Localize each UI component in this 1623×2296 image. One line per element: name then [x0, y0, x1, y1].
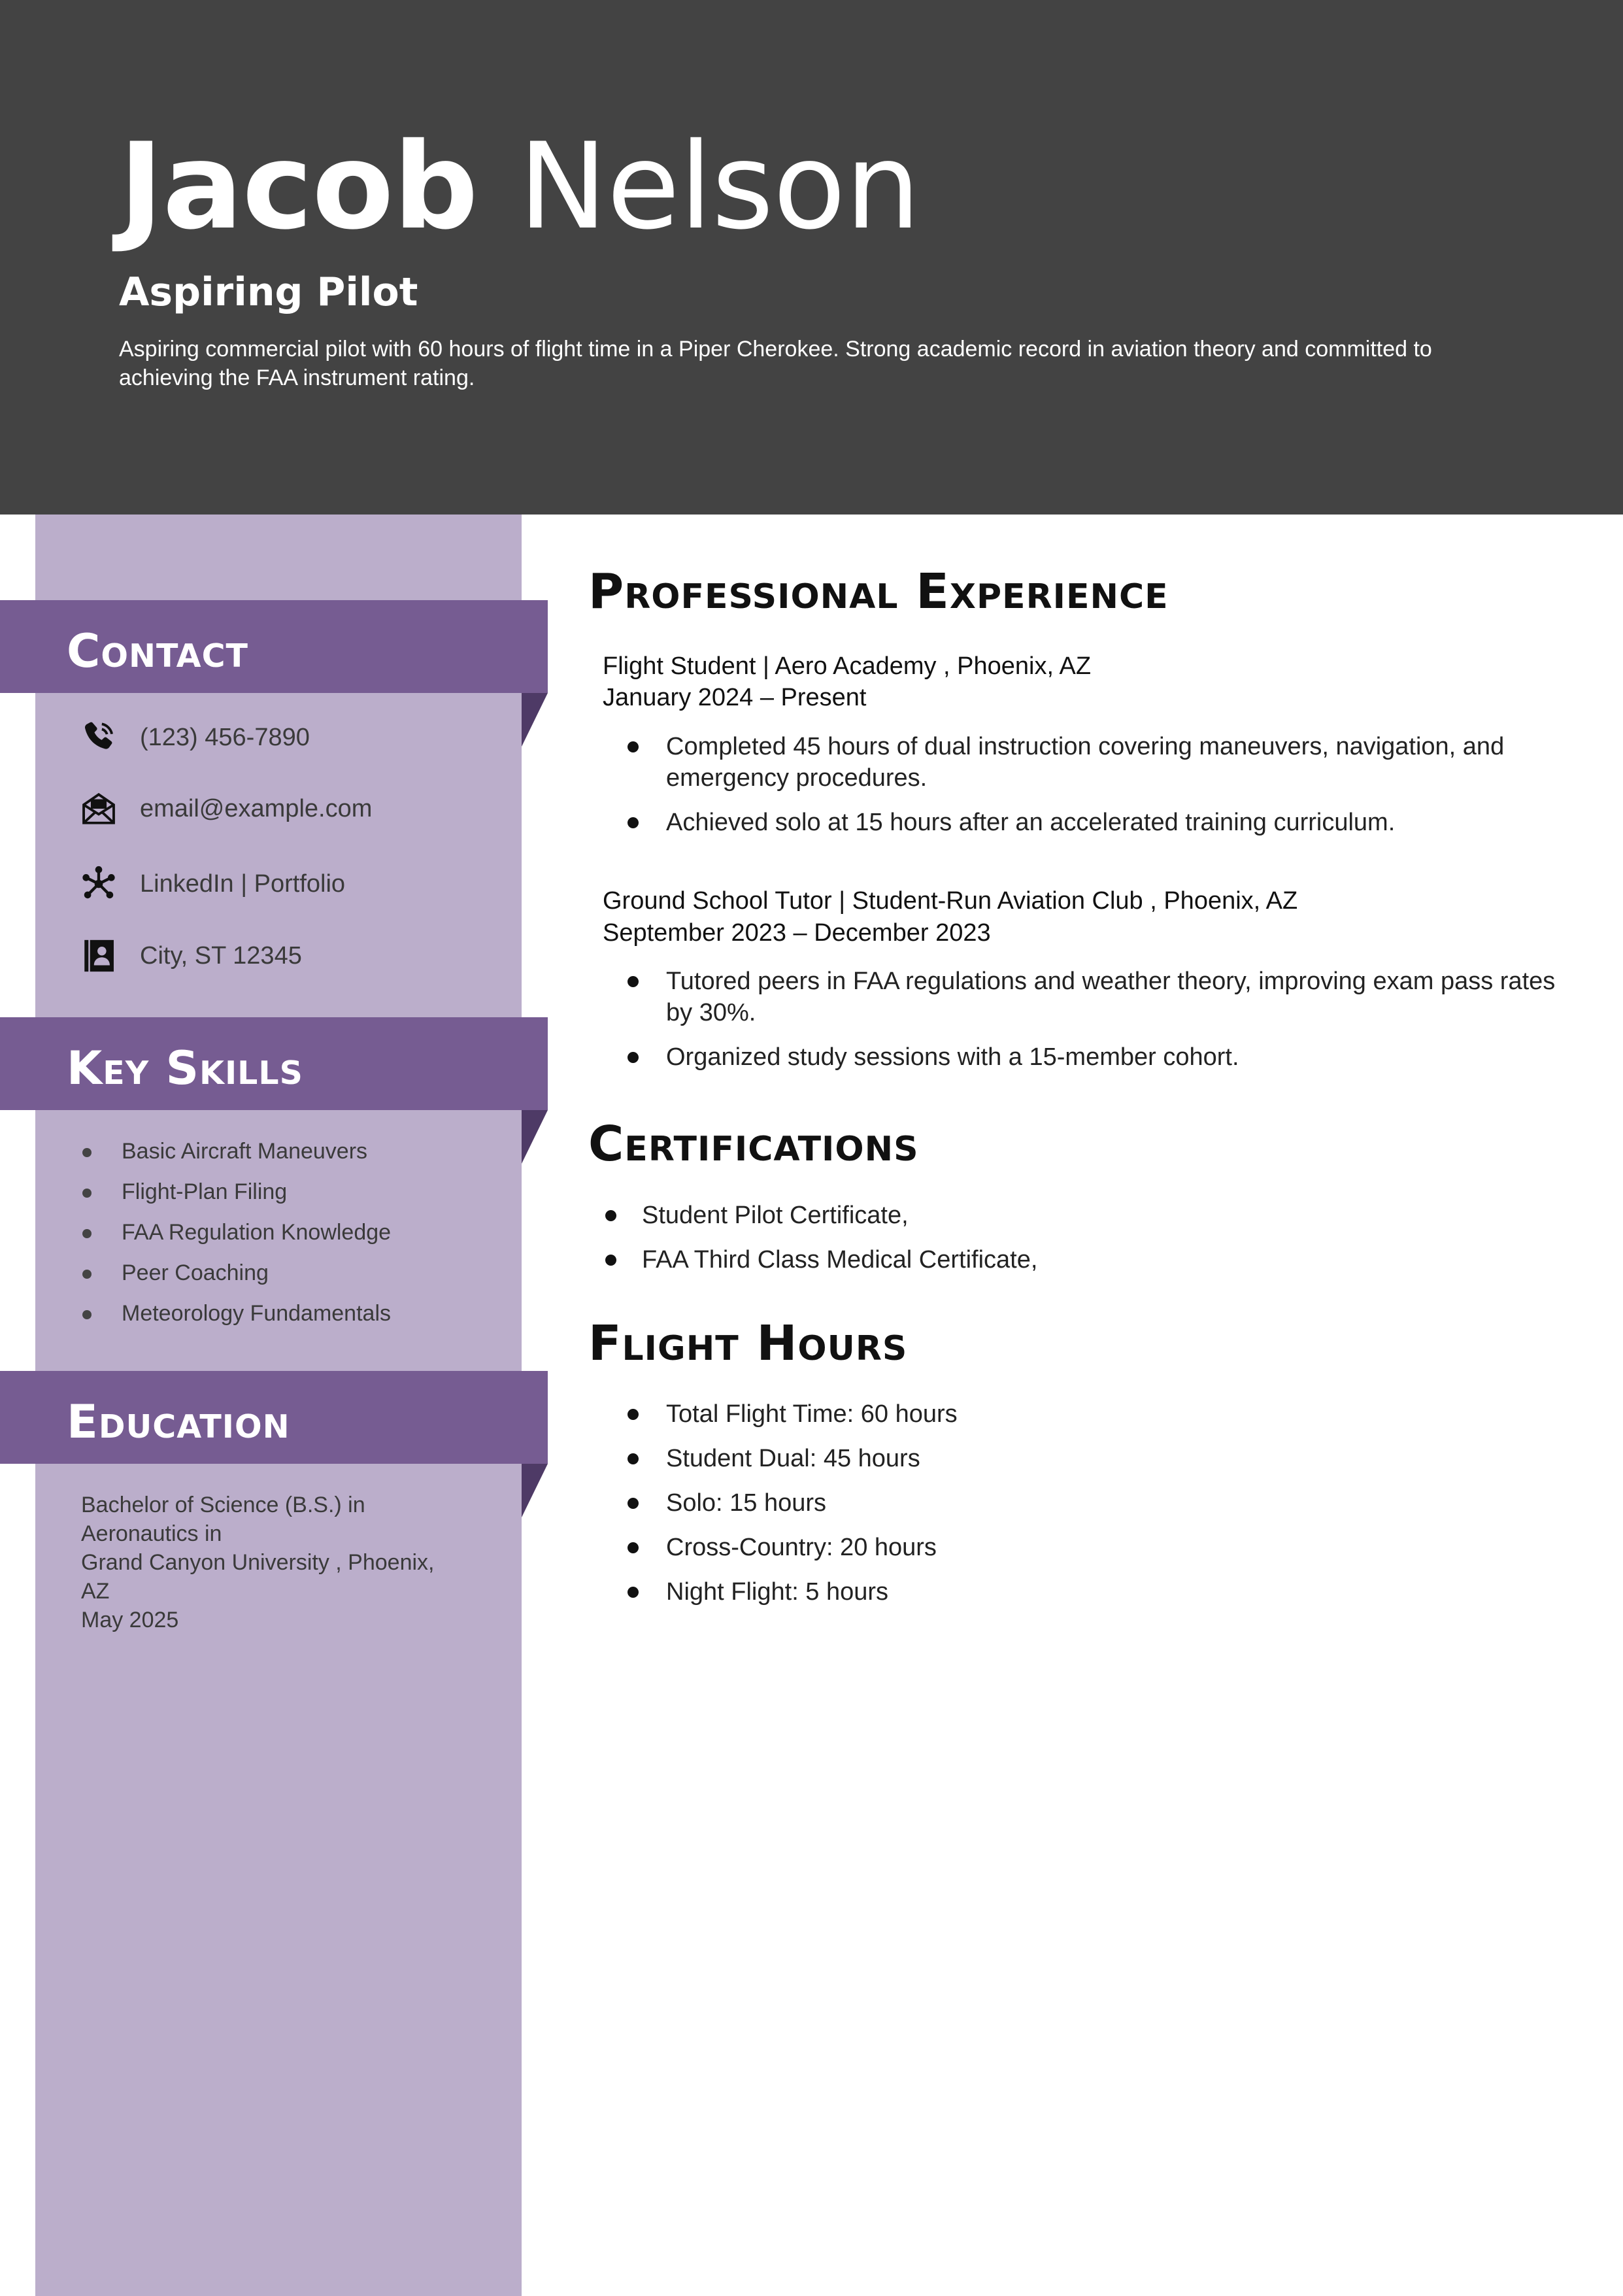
state-line: AZ — [81, 1579, 110, 1604]
list-item: Night Flight: 5 hours — [603, 1576, 1583, 1608]
flight-hours-list — [603, 1398, 1583, 1621]
skills-section-header — [0, 1017, 548, 1110]
list-item: Student Dual: 45 hours — [603, 1443, 1583, 1474]
list-item: FAA Regulation Knowledge — [80, 1212, 391, 1253]
certifications-list — [603, 1200, 1583, 1289]
address-book-icon — [78, 936, 119, 976]
job-title: Aspiring Pilot — [119, 269, 418, 315]
job-dates: September 2023 – December 2023 — [603, 919, 991, 947]
list-item: Completed 45 hours of dual instruction covering maneuvers, navigation, and emergency procedures. — [603, 731, 1583, 794]
list-item: Total Flight Time: 60 hours — [603, 1398, 1583, 1430]
education-section-header — [0, 1371, 548, 1464]
degree-line: Bachelor of Science (B.S.) in — [81, 1493, 365, 1517]
job-dates: January 2024 – Present — [603, 684, 867, 711]
first-name: Jacob — [119, 117, 478, 256]
list-item: Tutored peers in FAA regulations and weather theory, improving exam pass rates by 30%. — [603, 966, 1583, 1028]
list-item: Flight-Plan Filing — [80, 1172, 391, 1212]
list-item: Organized study sessions with a 15-member cohort. — [603, 1041, 1583, 1073]
address-text: City, ST 12345 — [140, 941, 302, 970]
education-details — [81, 1491, 486, 1634]
job-title-line: Flight Student | Aero Academy , Phoenix, AZ — [603, 652, 1092, 680]
list-item: Achieved solo at 15 hours after an accelerated training curriculum. — [603, 807, 1583, 838]
list-item: Cross-Country: 20 hours — [603, 1532, 1583, 1563]
summary-text: Aspiring commercial pilot with 60 hours of flight time in a Piper Cherokee. Strong academic record in aviation theory and committed to achieving the FAA instrument rating. — [119, 337, 1432, 390]
major-line: Aeronautics in — [81, 1521, 222, 1546]
skills-list — [80, 1131, 391, 1334]
contact-address[interactable] — [78, 933, 302, 979]
job-title-line: Ground School Tutor | Student-Run Aviation Club , Phoenix, AZ — [603, 887, 1298, 915]
list-item: Basic Aircraft Maneuvers — [80, 1131, 391, 1172]
list-item: Solo: 15 hours — [603, 1487, 1583, 1519]
school-line: Grand Canyon University , Phoenix, — [81, 1550, 435, 1575]
list-item: FAA Third Class Medical Certificate, — [603, 1244, 1583, 1275]
last-name: Nelson — [518, 117, 920, 256]
list-item: Student Pilot Certificate, — [603, 1200, 1583, 1231]
fold-decoration — [522, 693, 548, 747]
fold-decoration — [522, 1464, 548, 1517]
fold-decoration — [522, 1110, 548, 1164]
contact-email[interactable] — [78, 786, 372, 832]
links-text: LinkedIn | Portfolio — [140, 869, 346, 898]
certifications-heading: Certifications — [588, 1116, 919, 1172]
skills-heading: Key Skills — [67, 1041, 303, 1095]
list-item: Meteorology Fundamentals — [80, 1293, 391, 1334]
list-item: Peer Coaching — [80, 1253, 391, 1293]
contact-section-header — [0, 600, 548, 693]
full-name — [119, 111, 920, 262]
phone-text: (123) 456-7890 — [140, 723, 310, 751]
email-icon — [78, 788, 119, 829]
contact-links[interactable] — [78, 861, 345, 907]
flight-hours-heading: Flight Hours — [588, 1315, 908, 1372]
graduation-date: May 2025 — [81, 1608, 179, 1632]
header-banner — [0, 0, 1623, 515]
contact-phone[interactable] — [78, 715, 310, 760]
contact-heading: Contact — [67, 624, 248, 678]
network-icon — [78, 864, 119, 904]
email-text: email@example.com — [140, 794, 373, 822]
job-bullets — [603, 966, 1583, 1086]
job-bullets — [603, 731, 1583, 851]
education-heading: Education — [67, 1395, 290, 1449]
phone-icon — [78, 717, 119, 758]
experience-heading: Professional Experience — [588, 564, 1169, 620]
